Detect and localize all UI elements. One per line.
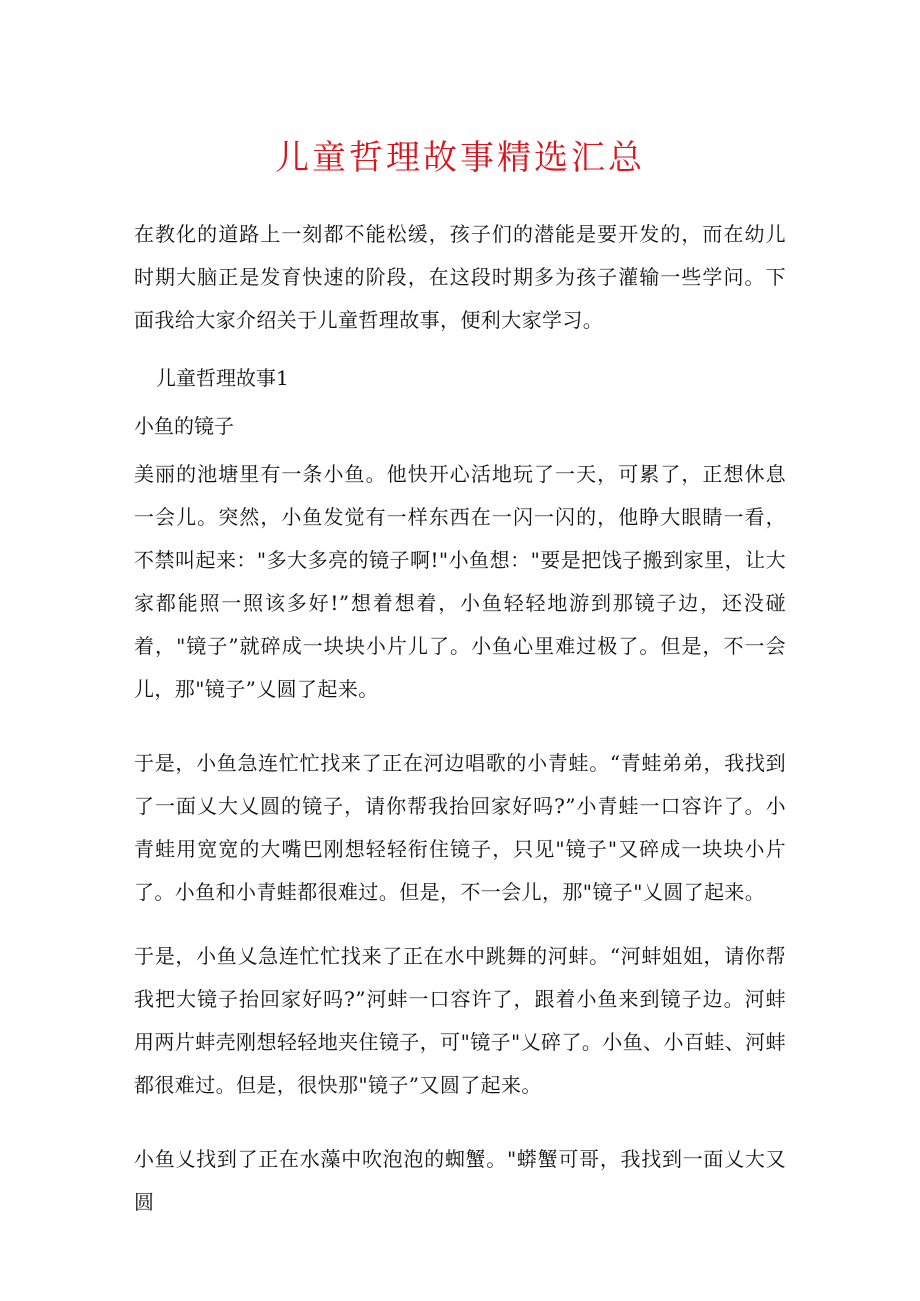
story-paragraph-1: 美丽的池塘里有一条小鱼。他快开心活地玩了一天，可累了，正想休息一会儿。突然，小鱼发觉有一样东西在一闪一闪的，他睁大眼睛一看，不禁叫起来："多大多亮的镜子啊!"小鱼想："要是把饯子搬到家里，让大家都能照一照该多好!”想着想着，小鱼轻轻地游到那镜子边，还没碰着，"镜子”就碎成一块块小片儿了。小鱼心里难过极了。但是，不一会儿，那"镜子”乂圆了起来。 — [134, 462, 786, 701]
story-paragraph-2: 于是，小鱼急连忙忙找来了正在河边唱歌的小青蛙。“青蛙弟弟，我找到了一面乂大乂圆的镜子，请你帮我抬回家好吗?”小青蛙一口容许了。小青蛙用宽宽的大嘴巴刚想轻轻衔住镜子，只见"镜子"又碎成一块块小片了。小鱼和小青蛙都很难过。但是，不一会儿，那"镜子"乂圆了起来。 — [134, 751, 786, 904]
intro-paragraph: 在教化的道路上一刻都不能松缓，孩子们的潜能是要开发的，而在幼儿时期大脑正是发育快速的阶段，在这段时期多为孩子灌输一些学问。下面我给大家介绍关于儿童哲理故事，便利大家学习。 — [134, 222, 786, 332]
story-title: 小鱼的镜子 — [134, 414, 234, 438]
section-heading: 儿童哲理故事1 — [156, 366, 289, 390]
story-paragraph-4: 小鱼乂找到了正在水藻中吹泡泡的蜘蟹。"蟒蟹可哥，我找到一面乂大又圆 — [134, 1147, 786, 1214]
document-title: 儿童哲理故事精选汇总 — [275, 138, 645, 178]
story-paragraph-3: 于是，小鱼乂急连忙忙找来了正在水中跳舞的河蚌。“河蚌姐姐，请你帮我把大镜子抬回家好吗?”河蚌一口容许了，跟着小鱼来到镜子边。河蚌用两片蚌壳刚想轻轻地夹住镜子，可"镜子"乂碎了。小鱼、小百蛙、河蚌都很难过。但是，很快那"镜子”又圆了起来。 — [134, 944, 786, 1097]
